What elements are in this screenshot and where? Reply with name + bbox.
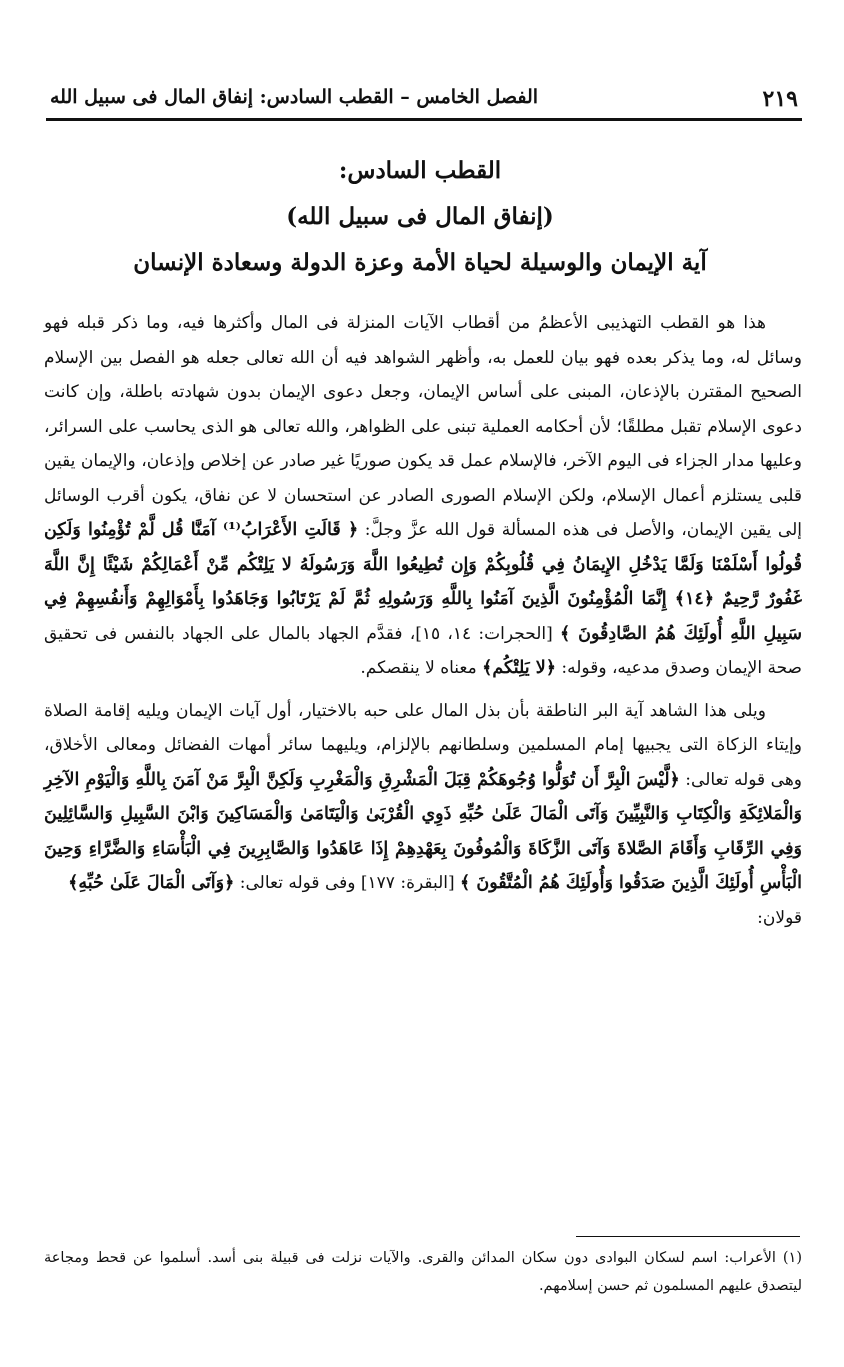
page-header [50,78,798,118]
footnote: (١) الأعراب: اسم لسكان البوادى دون سكان المدائن والقرى. والآيات نزلت فى قبيلة بنى أسد. أسلموا عن قحط ومجاعة ليتصدق عليهم المسلمون ثم حسن إسلامهم. [44,1250,802,1294]
subject-heading: (إنفاق المال فى سبيل الله) [286,203,554,230]
verse-reference-baqarah: [البقرة: ١٧٧] [360,873,455,893]
body-text [44,306,802,935]
paragraph-1-intro: هذا هو القطب التهذيبى الأعظمُ من أقطاب الآيات المنزلة فى المال وأكثرها فيه، وما ذكر قبله فهو وسائل له، وما يذكر بعده فهو بيان للعمل به، وأظهر الشواهد فيه أن الله تعالى جعله هو الفصل بين الإسلام الصحيح المقترن بالإذعان، المبنى على أساس الإيمان، وجعل دعوى الإيمان بدون شهادته باطلة، وإن كانت دعوى الإسلام تقبل مطلقًا؛ لأن أحكامه العملية تبنى على الظواهر، والله تعالى هو الذى يحاسب على السرائر، وعليها مدار الجزاء فى اليوم الآخر، فالإسلام عمل قد يكون صوريًا غير صادر عن إخلاص وإذعان، والإيمان يقين قلبى يستلزم أعمال الإسلام، ولكن الإسلام الصورى الصادر عن استحسان لا عن نفاق، يكون أقرب الوسائل إلى يقين الإيمان، والأصل فى هذه المسألة قول الله عزَّ وجلَّ: [44,313,803,540]
quran-verse-excerpt: ﴿وَآتَى الْمَالَ عَلَىٰ حُبِّهِ﴾ [68,873,235,893]
header-rule [46,118,802,121]
paragraph-2 [44,694,802,936]
tagline-heading: آية الإيمان والوسيلة لحياة الأمة وعزة الدولة وسعادة الإنسان [133,249,707,276]
verse-reference-hujurat: [الحجرات: ١٤، ١٥] [415,623,553,644]
footnote-rule [576,1236,800,1237]
section-headings [40,148,800,286]
quran-verse-baqarah: ﴿لَّيْسَ الْبِرَّ أَن تُوَلُّوا وُجُوهَكُمْ قِبَلَ الْمَشْرِقِ وَالْمَغْرِبِ وَلَكِنَّ الْبِرَّ مَنْ آمَنَ بِاللَّهِ وَالْيَوْمِ الآخِرِ وَالْمَلائِكَةِ وَالْكِتَابِ وَالنَّبِيِّينَ وَآتَى الْمَالَ عَلَىٰ حُبِّهِ ذَوِي الْقُرْبَىٰ وَالْيَتَامَىٰ وَالْمَسَاكِينَ وَابْنَ السَّبِيلِ وَالسَّائِلِينَ وَفِي الرِّقَابِ وَأَقَامَ الصَّلاةَ وَآتَى الزَّكَاةَ وَالْمُوفُونَ بِعَهْدِهِمْ إِذَا عَاهَدُوا وَالصَّابِرِينَ فِي الْبَأْسَاءِ وَالضَّرَّاءِ وَحِينَ الْبَأْسِ أُولَئِكَ الَّذِينَ صَدَقُوا وَأُولَئِكَ هُمُ الْمُتَّقُونَ ﴾ [44,769,802,893]
word-meaning: معناه لا ينقصكم. [360,658,477,678]
paragraph-2-ending: قولان: [757,907,802,928]
paragraph-1 [44,306,802,686]
paragraph-1-continuation: ، فقدَّم الجهاد بالمال على الجهاد بالنفس فى تحقيق صحة الإيمان وصدق مدعيه، وقوله: [44,623,802,678]
paragraph-2-intro: ويلى هذا الشاهد آية البر الناطقة بأن بذل المال على حبه بالاختيار، أول آيات الإيمان ويليه إقامة الصلاة وإيتاء الزكاة التى يجبيها إمام المسلمين وسلطانهم بالإلزام، ويليهما سائر أمهات الفضائل ومعالى الأخلاق، وهى قوله تعالى: [44,700,802,790]
running-title: الفصل الخامس – القطب السادس: إنفاق المال فى سبيل الله [50,86,539,108]
quoted-word: ﴿لا يَلِتْكُم﴾ [482,658,556,678]
quran-verse-hujurat: ﴿ قَالَتِ الأَعْرَابُ⁽¹⁾ آمَنَّا قُل لَّمْ تُؤْمِنُوا وَلَكِن قُولُوا أَسْلَمْنَا وَلَمَّا يَدْخُلِ الإِيمَانُ فِي قُلُوبِكُمْ وَإِن تُطِيعُوا اللَّهَ وَرَسُولَهُ لا يَلِتْكُم مِّنْ أَعْمَالِكُمْ شَيْئًا إِنَّ اللَّهَ غَفُورٌ رَّحِيمٌ ﴿١٤﴾ إِنَّمَا الْمُؤْمِنُونَ الَّذِينَ آمَنُوا بِاللَّهِ وَرَسُولِهِ ثُمَّ لَمْ يَرْتَابُوا وَجَاهَدُوا بِأَمْوَالِهِمْ وَأَنفُسِهِمْ فِي سَبِيلِ اللَّهِ أُولَئِكَ هُمُ الصَّادِقُونَ ﴾ [44,520,803,644]
paragraph-2-middle: وفى قوله تعالى: [239,873,356,893]
page-number: ٢١٩ [762,86,798,112]
pole-heading: القطب السادس: [338,157,502,184]
